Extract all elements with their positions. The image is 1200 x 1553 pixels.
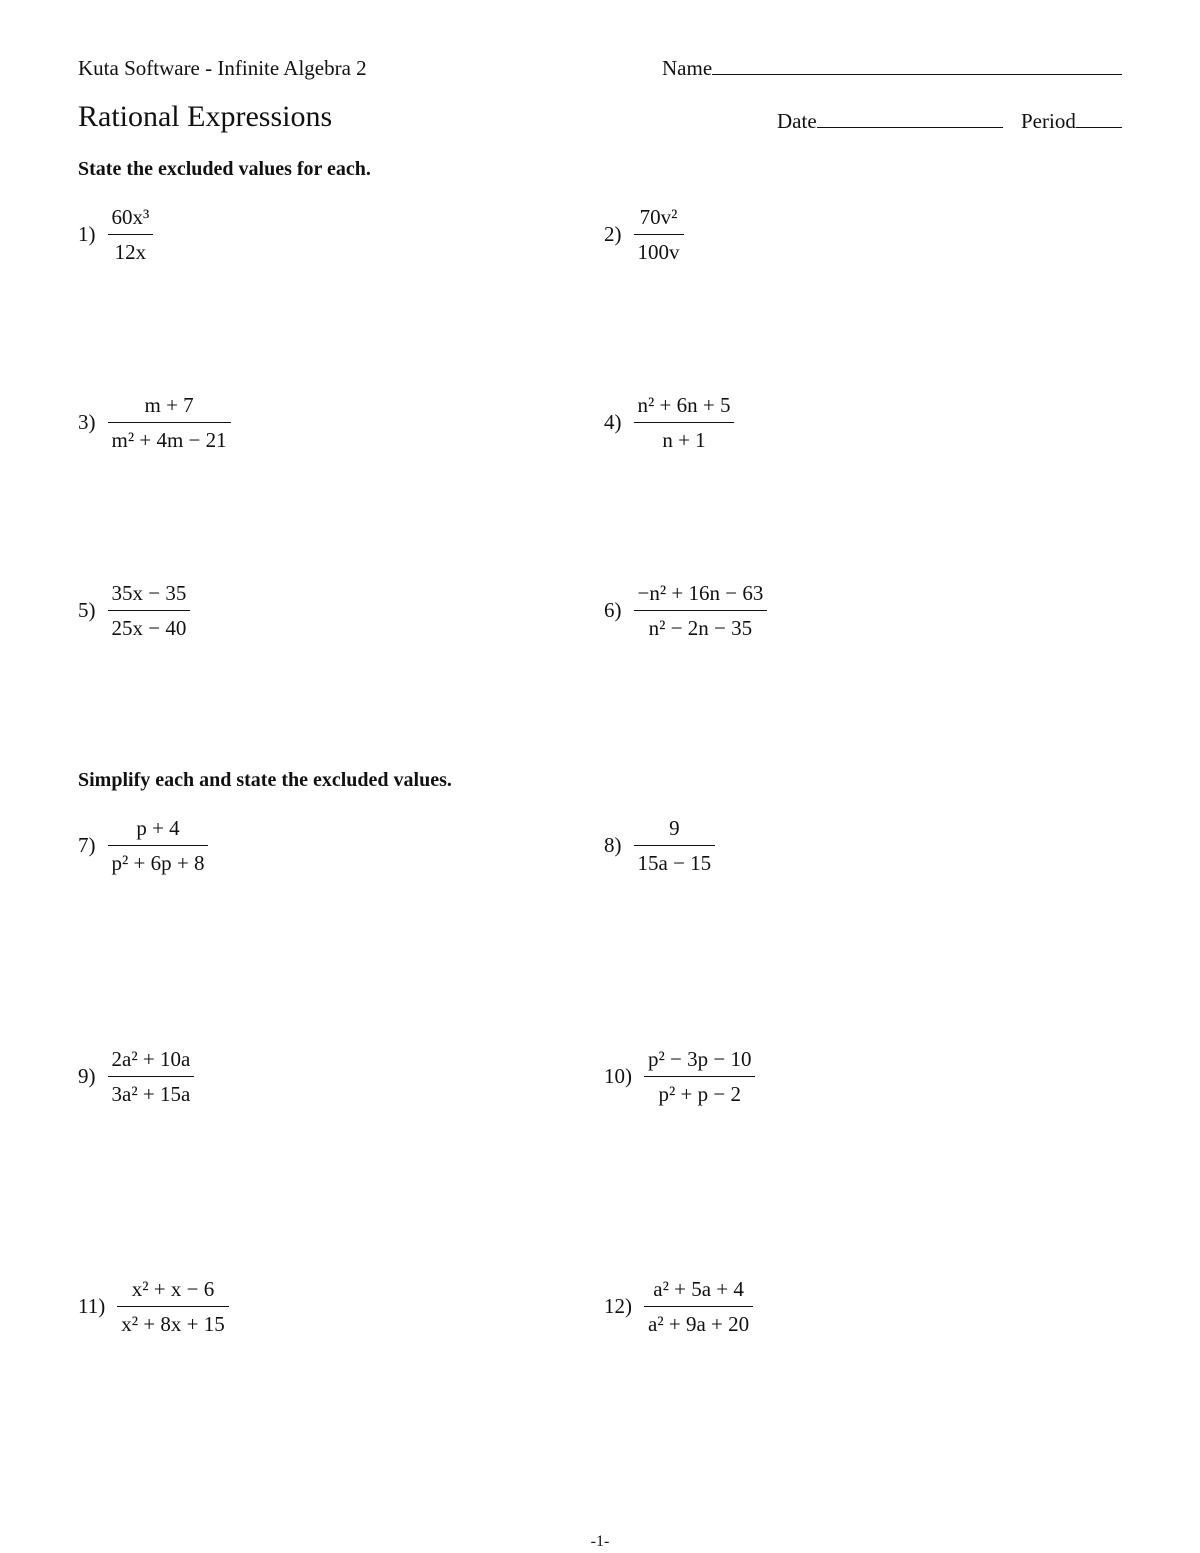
fraction: [108, 203, 154, 266]
numerator: x² + x − 6: [131, 1277, 215, 1301]
page-number: -1-: [590, 1533, 610, 1550]
problem-number: 11): [78, 1294, 106, 1318]
page-title: Rational Expressions: [78, 100, 333, 133]
problem-number: 10): [604, 1064, 632, 1088]
name-blank[interactable]: [712, 56, 1122, 75]
fraction-bar: [634, 234, 684, 235]
problem-4: [604, 391, 734, 454]
fraction-bar: [634, 422, 735, 423]
denominator: n + 1: [662, 428, 706, 452]
fraction-bar: [108, 234, 154, 235]
numerator: 60x³: [111, 205, 150, 229]
fraction: [644, 1275, 753, 1338]
problem-6: [604, 579, 767, 642]
fraction: [108, 1045, 195, 1108]
fraction: [108, 814, 209, 877]
fraction-bar: [108, 1076, 195, 1077]
numerator: a² + 5a + 4: [653, 1277, 744, 1301]
denominator: 25x − 40: [111, 616, 187, 640]
fraction: [108, 391, 231, 454]
fraction: [634, 203, 684, 266]
denominator: 100v: [637, 240, 680, 264]
problem-9: [78, 1045, 194, 1108]
fraction-bar: [108, 610, 191, 611]
denominator: p² + 6p + 8: [111, 851, 205, 875]
problem-number: 8): [604, 833, 622, 857]
period-label: Period: [1021, 109, 1076, 133]
numerator: 70v²: [639, 205, 678, 229]
fraction: [634, 579, 768, 642]
numerator: 9: [669, 816, 680, 840]
section-instruction-2: Simplify each and state the excluded values.: [78, 769, 452, 791]
fraction-bar: [644, 1306, 753, 1307]
problem-number: 9): [78, 1064, 96, 1088]
problem-number: 12): [604, 1294, 632, 1318]
date-blank[interactable]: [817, 109, 1003, 128]
numerator: n² + 6n + 5: [637, 393, 731, 417]
problem-number: 4): [604, 410, 622, 434]
numerator: m + 7: [144, 393, 194, 417]
problem-1: [78, 203, 153, 266]
name-field[interactable]: [662, 56, 1122, 81]
problem-10: [604, 1045, 755, 1108]
problem-number: 5): [78, 598, 96, 622]
numerator: p² − 3p − 10: [648, 1047, 752, 1071]
fraction-bar: [108, 422, 231, 423]
numerator: p + 4: [136, 816, 180, 840]
problem-number: 2): [604, 222, 622, 246]
problem-2: [604, 203, 684, 266]
problem-12: [604, 1275, 753, 1338]
name-label: Name: [662, 56, 713, 80]
period-field[interactable]: [1021, 109, 1122, 134]
denominator: x² + 8x + 15: [121, 1312, 225, 1336]
problem-3: [78, 391, 231, 454]
problem-number: 1): [78, 222, 96, 246]
fraction: [108, 579, 191, 642]
denominator: 15a − 15: [637, 851, 712, 875]
fraction: [634, 391, 735, 454]
problem-number: 3): [78, 410, 96, 434]
fraction-bar: [117, 1306, 228, 1307]
problem-7: [78, 814, 208, 877]
problem-number: 6): [604, 598, 622, 622]
problem-number: 7): [78, 833, 96, 857]
denominator: 3a² + 15a: [111, 1082, 191, 1106]
numerator: −n² + 16n − 63: [637, 581, 764, 605]
denominator: p² + p − 2: [658, 1082, 741, 1106]
denominator: m² + 4m − 21: [111, 428, 227, 452]
publisher-line: Kuta Software - Infinite Algebra 2: [78, 56, 367, 80]
numerator: 35x − 35: [111, 581, 187, 605]
problem-11: [78, 1275, 229, 1338]
fraction: [644, 1045, 755, 1108]
denominator: 12x: [114, 240, 147, 264]
fraction: [634, 814, 716, 877]
denominator: n² − 2n − 35: [648, 616, 753, 640]
denominator: a² + 9a + 20: [648, 1312, 750, 1336]
fraction-bar: [634, 610, 768, 611]
problem-8: [604, 814, 715, 877]
numerator: 2a² + 10a: [111, 1047, 191, 1071]
date-field[interactable]: [777, 109, 1003, 134]
fraction-bar: [108, 845, 209, 846]
date-label: Date: [777, 109, 817, 133]
problem-5: [78, 579, 190, 642]
fraction: [117, 1275, 228, 1338]
period-blank[interactable]: [1076, 109, 1122, 128]
fraction-bar: [644, 1076, 755, 1077]
section-instruction-1: State the excluded values for each.: [78, 158, 371, 180]
fraction-bar: [634, 845, 716, 846]
